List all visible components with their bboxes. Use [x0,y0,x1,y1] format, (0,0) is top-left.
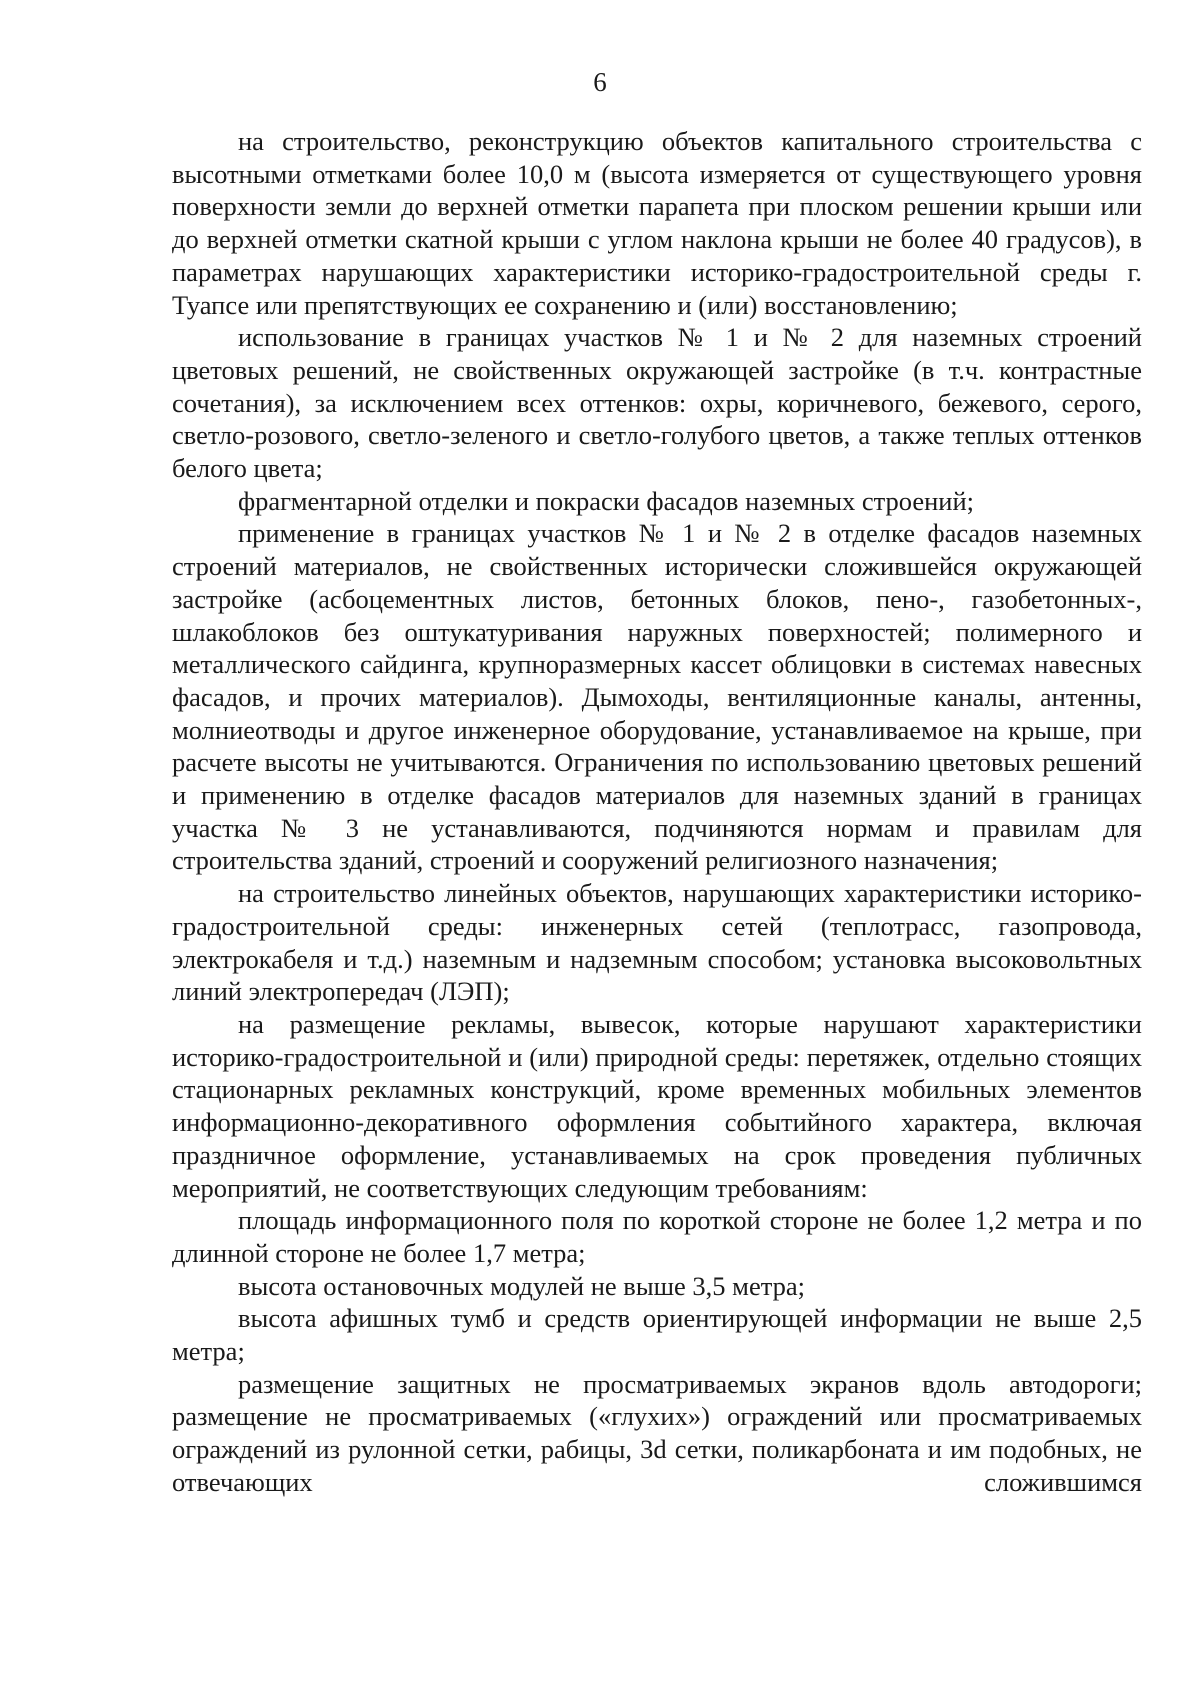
paragraph-stop-modules-height: высота остановочных модулей не выше 3,5 метра; [238,1270,805,1301]
paragraph-linear-objects: на строительство линейных объектов, нарушающих характеристики историко-градостроительной среды: инженерных сетей (теплотрасс, газопровода, электрокабеля и т.д.) наземным и надземным способом; установка высоковольтных линий электропередач (ЛЭП); [172,878,1142,1007]
paragraph-advertising: на размещение рекламы, вывесок, которые нарушают характеристики историко-градостроительной и (или) природной среды: перетяжек, отдельно стоящих стационарных рекламных конструкций, кроме временных мобильных элементов информационно-декоративного оформления событийного характера, включая праздничное оформление, устанавливаемых на срок проведения публичных мероприятий, не соответствующих следующим требованиям: [172,1008,1142,1203]
paragraph-construction-height-limits: на строительство, реконструкцию объектов капитального строительства с высотными отметками более 10,0 м (высота измеряется от существующего уровня поверхности земли до верхней отметки парапета при плоском решении крыши или до верхней отметки скатной крыши с углом наклона крыши не более 40 градусов), в параметрах нарушающих характеристики историко-градостроительной среды г. Туапсе или препятствующих ее сохранению и (или) восстановлению; [172,126,1142,320]
paragraph-info-field-area: площадь информационного поля по короткой стороне не более 1,2 метра и по длинной стороне не более 1,7 метра; [172,1205,1142,1268]
document-body [172,125,1142,1499]
paragraph-poster-columns-height: высота афишных тумб и средств ориентирующей информации не выше 2,5 метра; [172,1303,1142,1367]
paragraph-color-solutions: использование в границах участков № 1 и № 2 для наземных строений цветовых решений, не свойственных окружающей застройке (в т.ч. контрастные сочетания), за исключением всех оттенков: охры, коричневого, бежевого, серого, светло-розового, светло-зеленого и светло-голубого цветов, а также теплых оттенков белого цвета; [172,322,1142,484]
paragraph-protective-screens: размещение защитных не просматриваемых экранов вдоль автодороги; размещение не просматриваемых («глухих») ограждений или просматриваемых ограждений из рулонной сетки, рабицы, 3d сетки, поликарбоната и им подобных, не отвечающих сложившимся [172,1368,1142,1497]
paragraph-fragmentary-finishing: фрагментарной отделки и покраски фасадов наземных строений; [238,485,975,516]
page-number: 6 [593,67,607,97]
paragraph-facade-materials: применение в границах участков № 1 и № 2 в отделке фасадов наземных строений материалов, не свойственных исторически сложившейся окружающей застройке (асбоцементных листов, бетонных блоков, пено-, газобетонных-, шлакоблоков без оштукатуривания наружных поверхностей; полимерного и металлического сайдинга, крупноразмерных кассет облицовки в системах навесных фасадов, и прочих материалов). Дымоходы, вентиляционные каналы, антенны, молниеотводы и другое инженерное оборудование, устанавливаемое на крыше, при расчете высоты не учитываются. Ограничения по использованию цветовых решений и применению в отделке фасадов материалов для наземных зданий в границах участка № 3 не устанавливаются, подчиняются нормам и правилам для строительства зданий, строений и сооружений религиозного назначения; [172,518,1142,876]
